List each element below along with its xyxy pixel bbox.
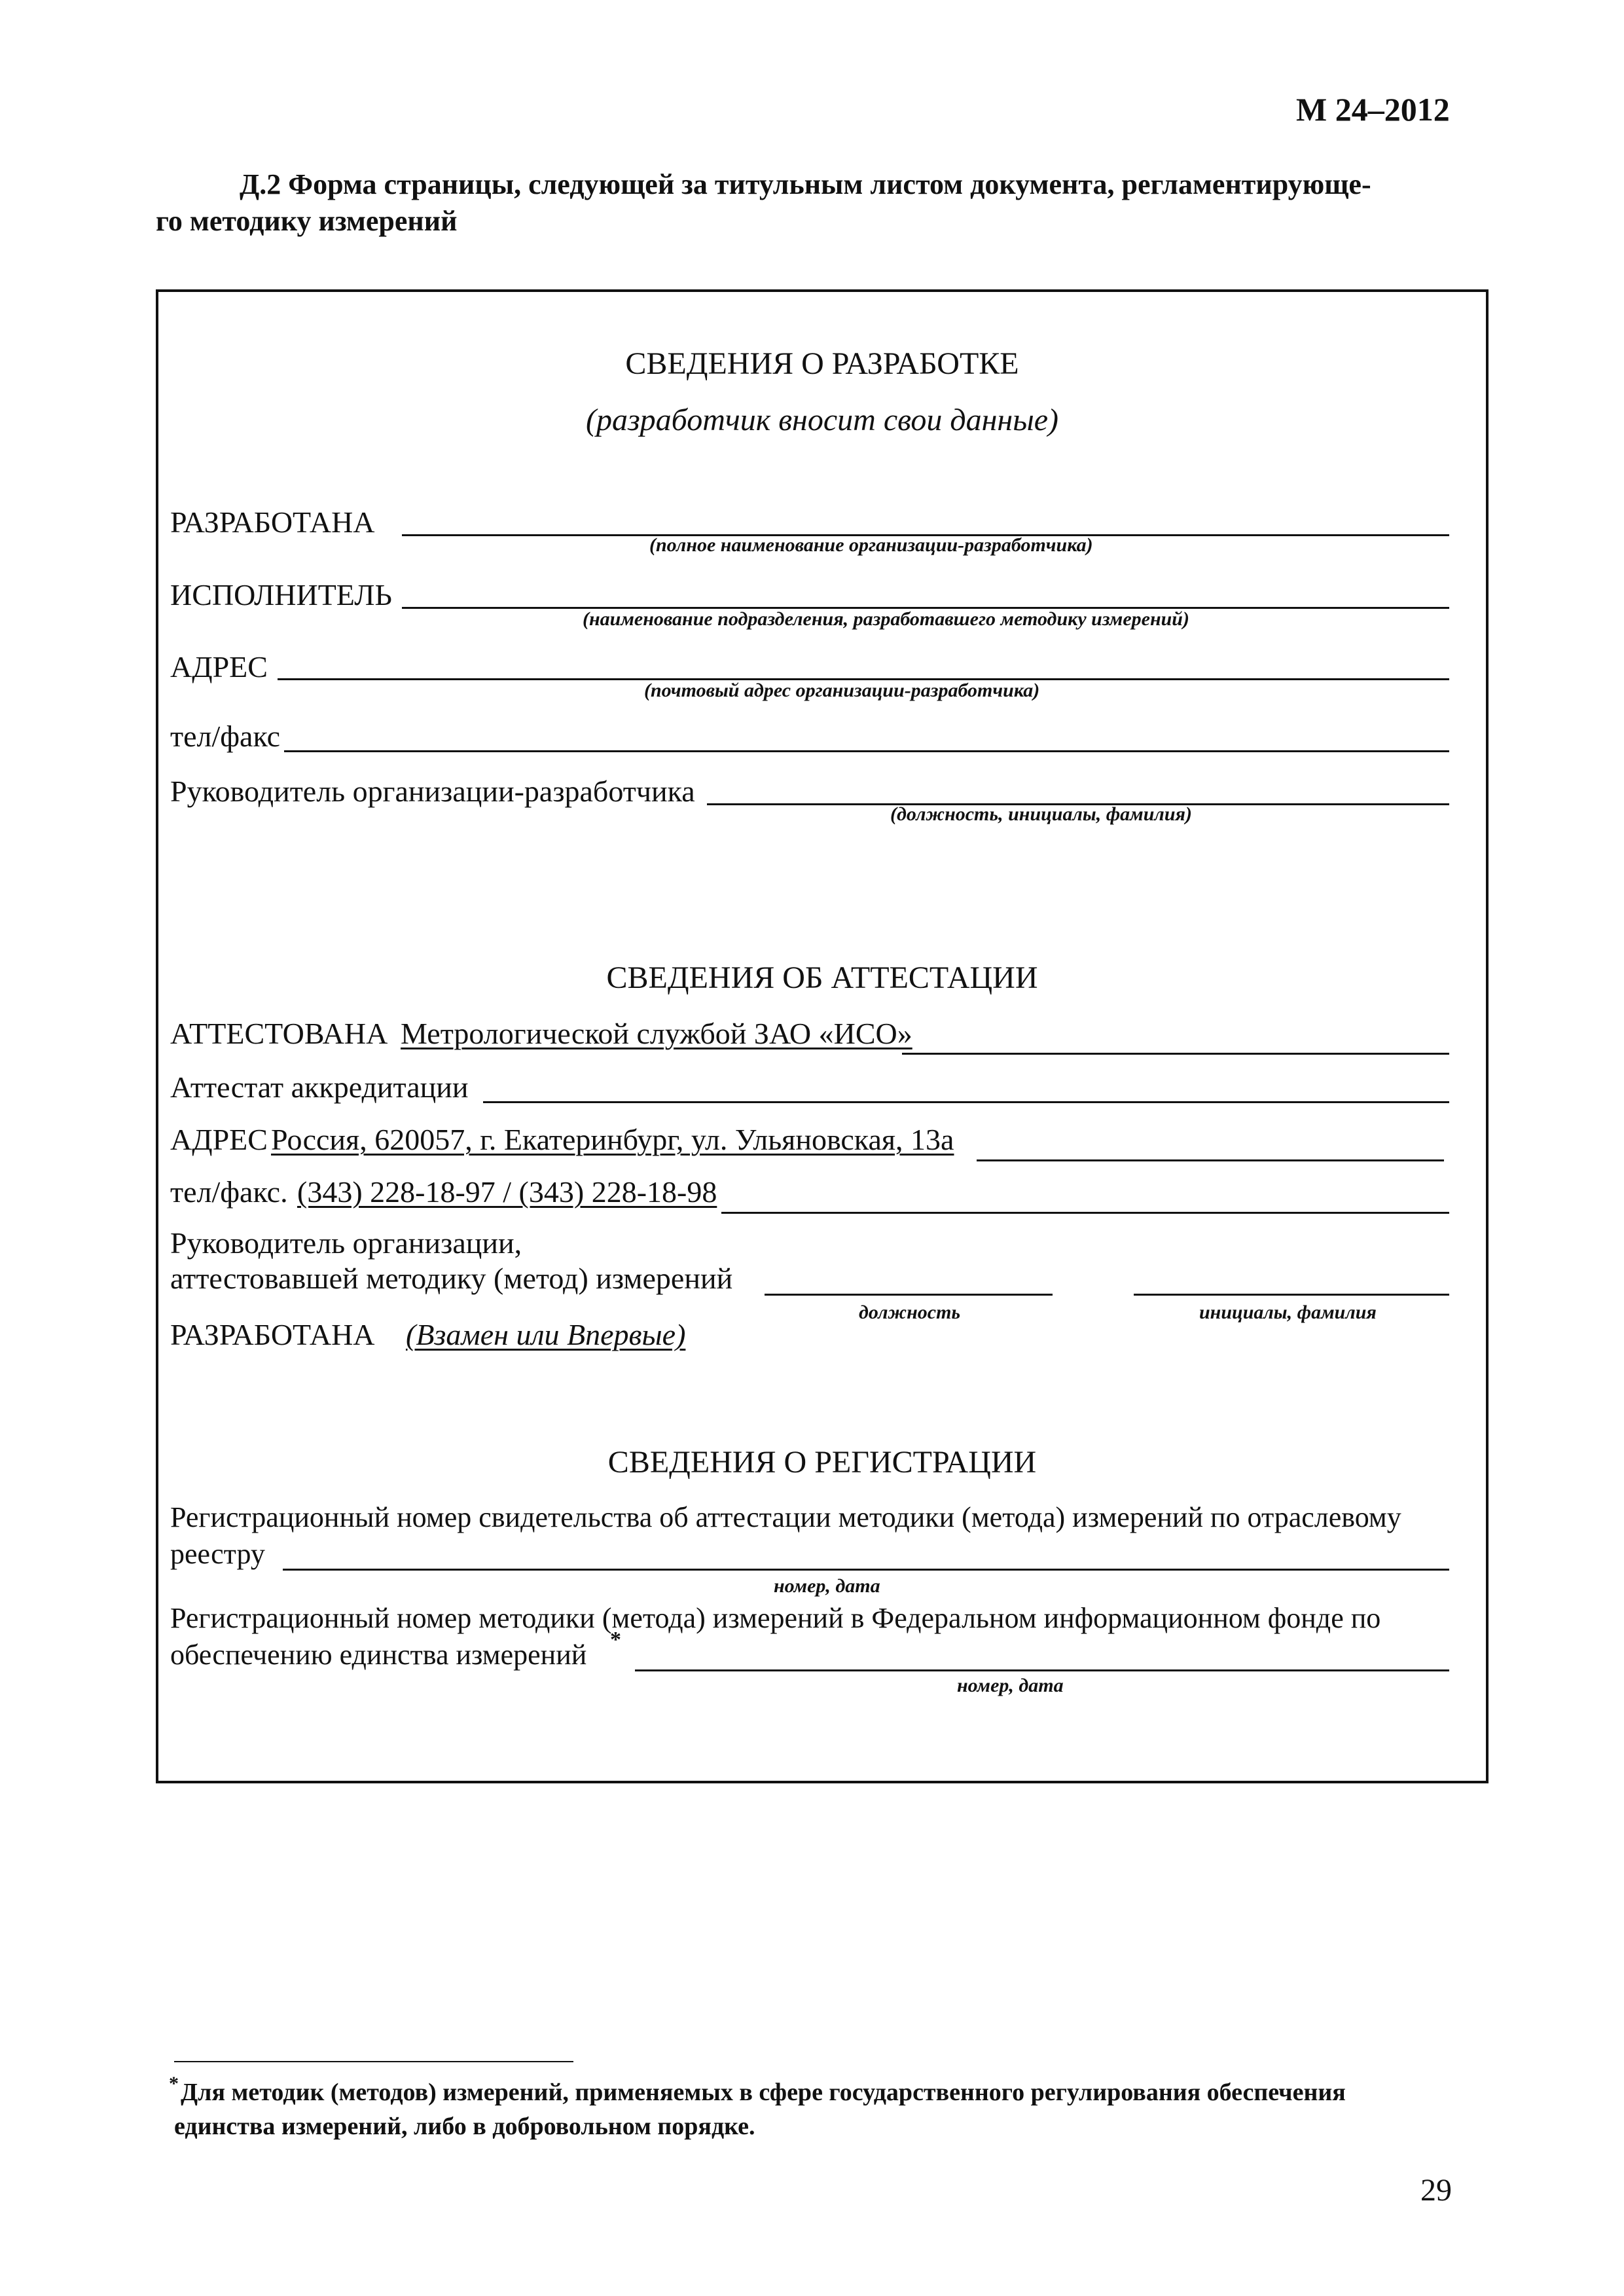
attestation-address-label: АДРЕС xyxy=(170,1123,268,1156)
form-frame xyxy=(156,289,1489,1783)
attestation-developed-value: (Взамен или Впервые) xyxy=(406,1318,686,1351)
phone-label: тел/факс xyxy=(170,720,281,753)
development-subtitle: (разработчик вносит свои данные) xyxy=(585,403,1059,437)
reg1-line1: Регистрационный номер свидетельства об аттестации методики (метода) измерений по отраслевому xyxy=(170,1501,1401,1533)
reg1-line2: реестру xyxy=(170,1538,265,1570)
head-hint: (должность, инициалы, фамилия) xyxy=(890,803,1192,825)
head-label: Руководитель организации-разработчика xyxy=(170,774,695,808)
attestation-head-line2: аттестовавшей методику (метод) измерений xyxy=(170,1262,733,1295)
executor-hint: (наименование подразделения, разработавшего методику измерений) xyxy=(583,608,1189,630)
reg2-line1: Регистрационный номер методики (метода) измерений в Федеральном информационном фонде по xyxy=(170,1602,1381,1634)
address-hint: (почтовый адрес организации-разработчика) xyxy=(644,680,1040,701)
executor-label: ИСПОЛНИТЕЛЬ xyxy=(170,578,392,611)
attestation-head-line1: Руководитель организации, xyxy=(170,1226,522,1260)
footnote-line2: единства измерений, либо в добровольном порядке. xyxy=(174,2113,755,2140)
developed-label: РАЗРАБОТАНА xyxy=(170,505,375,539)
page-number: 29 xyxy=(1420,2173,1452,2208)
attestation-position-field[interactable] xyxy=(765,1294,1053,1296)
attestation-address-line xyxy=(977,1159,1444,1161)
registration-title: СВЕДЕНИЯ О РЕГИСТРАЦИИ xyxy=(607,1445,1037,1480)
development-title: СВЕДЕНИЯ О РАЗРАБОТКЕ xyxy=(625,346,1019,381)
attestation-developed-label: РАЗРАБОТАНА xyxy=(170,1318,375,1351)
attested-label: АТТЕСТОВАНА xyxy=(170,1017,388,1050)
section-heading-line2: го методику измерений xyxy=(156,205,458,237)
attested-line xyxy=(902,1053,1449,1055)
footnote-separator xyxy=(174,2061,573,2062)
reg2-field[interactable] xyxy=(635,1669,1449,1671)
document-code: М 24–2012 xyxy=(1296,91,1450,128)
section-heading-line1: Д.2 Форма страницы, следующей за титульным листом документа, регламентирующе- xyxy=(240,168,1371,200)
certificate-label: Аттестат аккредитации xyxy=(170,1070,469,1104)
attested-value: Метрологической службой ЗАО «ИСО» xyxy=(401,1017,912,1050)
attestation-name-hint: инициалы, фамилия xyxy=(1199,1302,1377,1323)
attestation-phone-line xyxy=(721,1212,1449,1214)
developed-hint: (полное наименование организации-разработчика) xyxy=(649,534,1093,556)
attestation-position-hint: должность xyxy=(859,1302,961,1323)
phone-field[interactable] xyxy=(284,750,1449,752)
address-label: АДРЕС xyxy=(170,650,268,683)
attestation-phone-label: тел/факс. xyxy=(170,1175,288,1209)
reg2-footnote-mark: * xyxy=(610,1628,621,1652)
reg2-line2: обеспечению единства измерений xyxy=(170,1639,587,1671)
reg1-hint: номер, дата xyxy=(774,1575,880,1597)
attestation-name-field[interactable] xyxy=(1134,1294,1449,1296)
attestation-address-value: Россия, 620057, г. Екатеринбург, ул. Ульяновская, 13а xyxy=(271,1123,954,1156)
attestation-title: СВЕДЕНИЯ ОБ АТТЕСТАЦИИ xyxy=(606,960,1038,995)
certificate-field[interactable] xyxy=(483,1101,1449,1103)
reg1-field[interactable] xyxy=(283,1569,1449,1571)
reg2-hint: номер, дата xyxy=(957,1675,1064,1696)
attestation-phone-value: (343) 228-18-97 / (343) 228-18-98 xyxy=(297,1175,717,1209)
footnote-line1: Для методик (методов) измерений, применяемых в сфере государственного регулирования обеспечения xyxy=(181,2079,1346,2106)
footnote-mark: * xyxy=(169,2073,179,2094)
